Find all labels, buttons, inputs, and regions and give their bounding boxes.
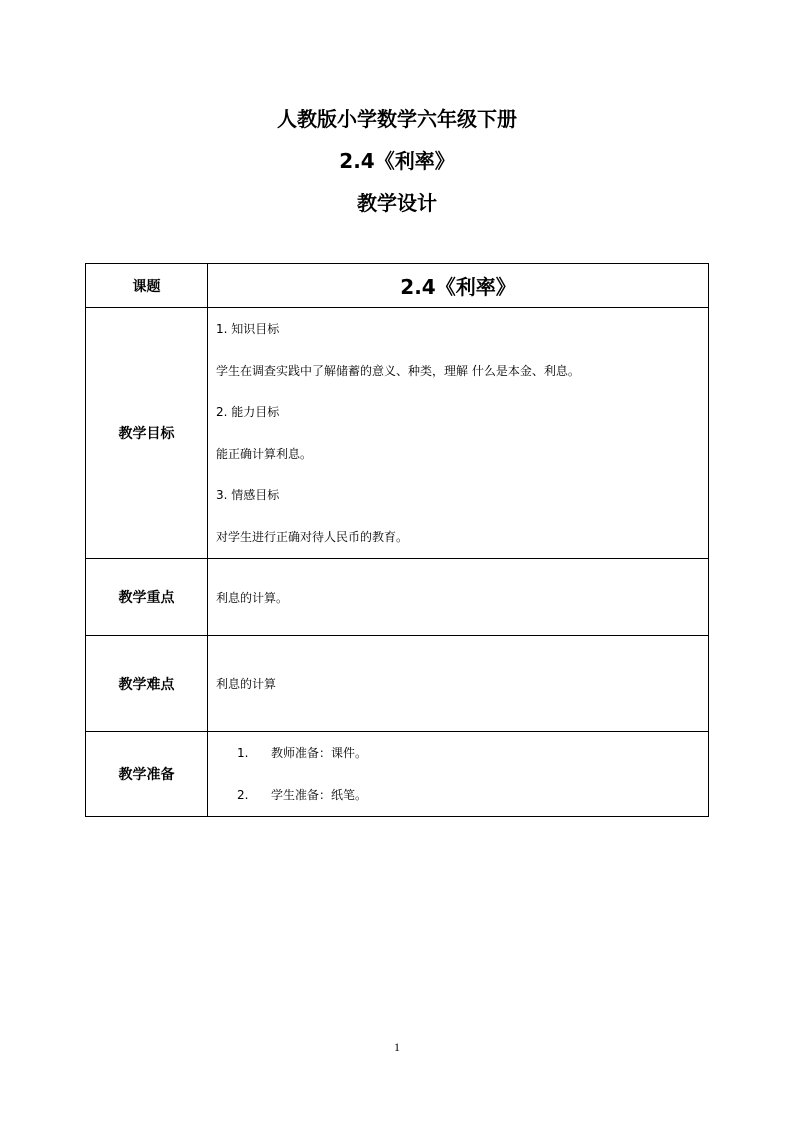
topic-cell [208, 264, 709, 308]
key-points-value: 利息的计算。 [208, 559, 709, 636]
lesson-number-title: 2.4《利率》 [339, 149, 455, 173]
preparation-item [237, 785, 708, 805]
topic-label: 课题 [86, 264, 208, 308]
preparation-cell [208, 732, 709, 817]
preparation-item-number: 1. [237, 746, 249, 760]
document-subtitle: 教学设计 [357, 191, 437, 215]
lesson-plan-table [85, 263, 709, 817]
objectives-cell [208, 308, 709, 559]
preparation-item [237, 743, 708, 763]
objective-line: 1. 知识目标 [216, 322, 280, 337]
table-row-difficulties [86, 636, 709, 732]
topic-value: 2.4《利率》 [400, 275, 516, 299]
page-number: 1 [394, 1040, 400, 1054]
objective-line: 对学生进行正确对待人民币的教育。 [216, 529, 409, 544]
objectives-label: 教学目标 [86, 308, 208, 559]
table-row-preparation [86, 732, 709, 817]
objective-line: 能正确计算利息。 [216, 446, 313, 461]
table-row-key-points [86, 559, 709, 636]
table-row-topic [86, 264, 709, 308]
preparation-item-text: 教师准备：课件。 [271, 746, 368, 760]
preparation-item-number: 2. [237, 788, 249, 802]
preparation-label: 教学准备 [86, 732, 208, 817]
difficulties-label: 教学难点 [86, 636, 208, 732]
key-points-label: 教学重点 [86, 559, 208, 636]
objective-line: 3. 情感目标 [216, 488, 280, 503]
preparation-item-text: 学生准备：纸笔。 [271, 788, 368, 802]
objective-line: 学生在调查实践中了解储蓄的意义、种类，理解 什么是本金、利息。 [216, 363, 580, 378]
objective-line: 2. 能力目标 [216, 405, 280, 420]
table-row-objectives [86, 308, 709, 559]
document-title: 人教版小学数学六年级下册 [277, 107, 517, 131]
difficulties-value: 利息的计算 [208, 636, 709, 732]
